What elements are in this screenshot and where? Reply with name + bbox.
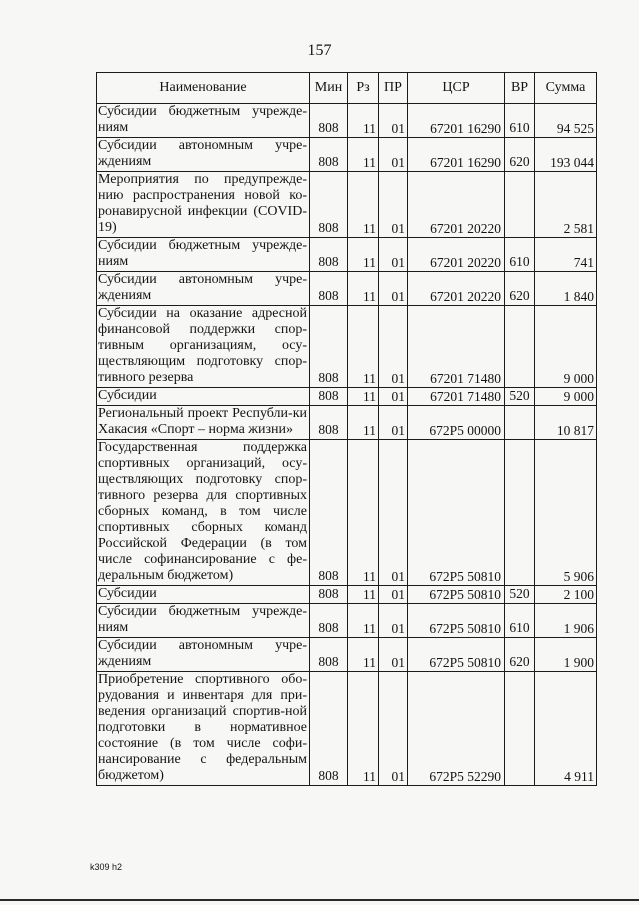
cell-pr: 01 [379,586,408,604]
cell-pr: 01 [379,238,408,272]
cell-min: 808 [310,138,348,172]
cell-sum: 1 900 [535,638,597,672]
cell-name: Субсидии автономным учре-ждениям [97,638,310,672]
cell-min: 808 [310,406,348,440]
table-row [97,604,597,638]
cell-name: Субсидии [97,388,310,406]
cell-vr: 520 [505,586,535,604]
cell-vr: 610 [505,238,535,272]
table-row [97,672,597,786]
header-rz: Рз [348,73,379,104]
cell-sum: 2 100 [535,586,597,604]
cell-pr: 01 [379,172,408,238]
cell-pr: 01 [379,306,408,388]
cell-csr: 67201 71480 [408,306,505,388]
cell-name: Субсидии на оказание адресной финансовой поддержки спор-тивным организациям, осу-ществляющим подготовку спор-тивного резерва [97,306,310,388]
cell-name: Государственная поддержка спортивных организаций, осу-ществляющих подготовку спор-тивного резерва для спортивных сборных команд, в том числе спортивных сборных команд Российской Федерации (в том числе софинансирование с фе-деральным бюджетом) [97,440,310,586]
table-row [97,388,597,406]
cell-min: 808 [310,104,348,138]
cell-name: Субсидии автономным учре-ждениям [97,272,310,306]
cell-pr: 01 [379,138,408,172]
cell-csr: 67201 16290 [408,104,505,138]
cell-rz: 11 [348,604,379,638]
cell-sum: 5 906 [535,440,597,586]
cell-sum: 741 [535,238,597,272]
cell-rz: 11 [348,586,379,604]
cell-pr: 01 [379,440,408,586]
cell-csr: 672P5 50810 [408,586,505,604]
cell-min: 808 [310,272,348,306]
header-name: Наименование [97,73,310,104]
bottom-edge-line [0,899,639,901]
cell-csr: 672P5 52290 [408,672,505,786]
cell-rz: 11 [348,272,379,306]
header-vr: ВР [505,73,535,104]
cell-pr: 01 [379,406,408,440]
cell-sum: 9 000 [535,306,597,388]
cell-vr: 520 [505,388,535,406]
cell-vr [505,672,535,786]
cell-min: 808 [310,306,348,388]
cell-min: 808 [310,388,348,406]
cell-csr: 672P5 50810 [408,604,505,638]
cell-sum: 94 525 [535,104,597,138]
cell-pr: 01 [379,604,408,638]
cell-vr [505,306,535,388]
table-row [97,306,597,388]
cell-sum: 193 044 [535,138,597,172]
cell-sum: 9 000 [535,388,597,406]
table-row [97,238,597,272]
cell-rz: 11 [348,138,379,172]
header-csr: ЦСР [408,73,505,104]
cell-sum: 4 911 [535,672,597,786]
cell-vr: 620 [505,272,535,306]
cell-name: Приобретение спортивного обо-рудования и инвентаря для при-ведения организаций спортив-ной подготовки в нормативное состояние (в том числе софи-нансирование с федеральным бюджетом) [97,672,310,786]
table-body [97,104,597,786]
cell-sum: 1 906 [535,604,597,638]
cell-vr [505,172,535,238]
cell-csr: 672P5 50810 [408,440,505,586]
cell-pr: 01 [379,104,408,138]
cell-min: 808 [310,638,348,672]
cell-vr: 620 [505,638,535,672]
cell-min: 808 [310,586,348,604]
cell-csr: 672P5 50810 [408,638,505,672]
cell-vr [505,406,535,440]
cell-vr [505,440,535,586]
header-pr: ПР [379,73,408,104]
cell-rz: 11 [348,104,379,138]
cell-csr: 67201 20220 [408,238,505,272]
table-row [97,638,597,672]
cell-rz: 11 [348,406,379,440]
cell-csr: 672P5 00000 [408,406,505,440]
footer-code: k309 h2 [90,862,123,872]
cell-pr: 01 [379,638,408,672]
page-number: 157 [307,42,332,59]
cell-name: Мероприятия по предупрежде-нию распространения новой ко-ронавирусной инфекции (COVID-19) [97,172,310,238]
cell-rz: 11 [348,388,379,406]
table-row [97,272,597,306]
cell-rz: 11 [348,238,379,272]
table-row [97,172,597,238]
cell-rz: 11 [348,440,379,586]
cell-rz: 11 [348,638,379,672]
table-row [97,138,597,172]
table-row [97,586,597,604]
cell-csr: 67201 20220 [408,272,505,306]
header-min: Мин [310,73,348,104]
cell-name: Субсидии бюджетным учрежде-ниям [97,104,310,138]
cell-min: 808 [310,440,348,586]
cell-rz: 11 [348,306,379,388]
cell-min: 808 [310,604,348,638]
cell-name: Субсидии [97,586,310,604]
cell-sum: 10 817 [535,406,597,440]
cell-vr: 610 [505,604,535,638]
table-row [97,104,597,138]
header-sum: Сумма [535,73,597,104]
cell-name: Субсидии автономным учре-ждениям [97,138,310,172]
cell-csr: 67201 20220 [408,172,505,238]
table-row [97,440,597,586]
cell-rz: 11 [348,172,379,238]
cell-pr: 01 [379,272,408,306]
cell-min: 808 [310,172,348,238]
cell-min: 808 [310,238,348,272]
table-header-row [97,73,597,104]
budget-table [96,72,597,786]
cell-name: Субсидии бюджетным учрежде-ниям [97,604,310,638]
cell-sum: 2 581 [535,172,597,238]
cell-vr: 610 [505,104,535,138]
cell-csr: 67201 16290 [408,138,505,172]
cell-name: Региональный проект Республи-ки Хакасия «Спорт – норма жизни» [97,406,310,440]
cell-rz: 11 [348,672,379,786]
cell-pr: 01 [379,672,408,786]
cell-min: 808 [310,672,348,786]
cell-pr: 01 [379,388,408,406]
cell-vr: 620 [505,138,535,172]
cell-name: Субсидии бюджетным учрежде-ниям [97,238,310,272]
cell-csr: 67201 71480 [408,388,505,406]
cell-sum: 1 840 [535,272,597,306]
table-row [97,406,597,440]
